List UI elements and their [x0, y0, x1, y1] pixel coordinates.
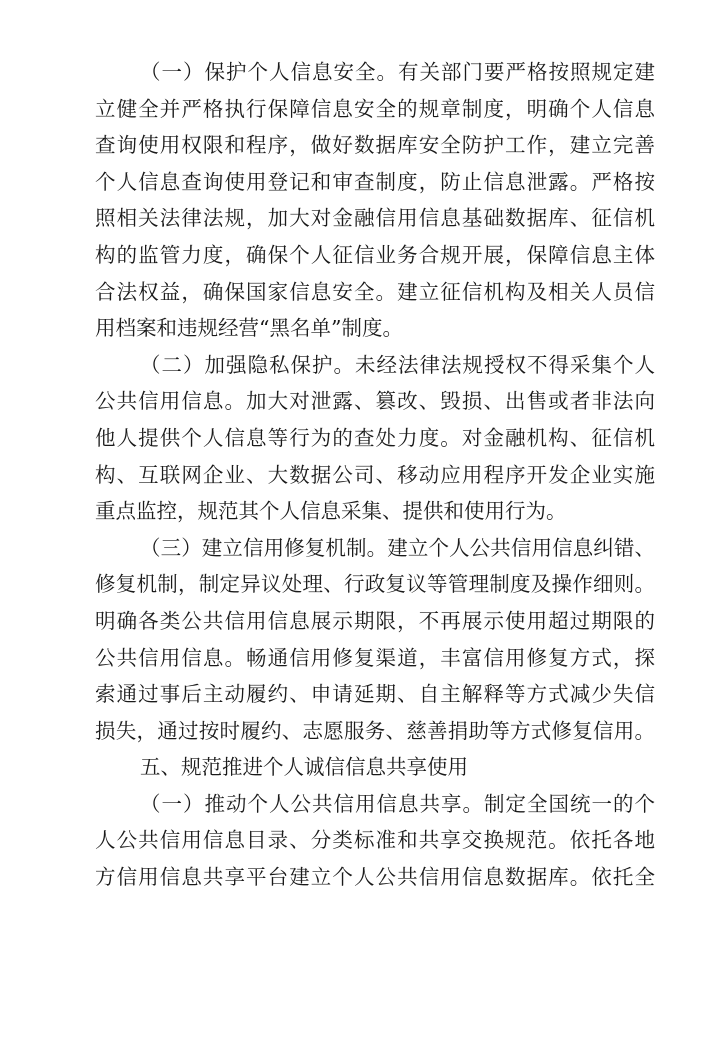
- text-line: 方信用信息共享平台建立个人公共信用信息数据库。依托全: [95, 865, 655, 890]
- document-body: [95, 54, 655, 896]
- text-line: 损失，通过按时履约、志愿服务、慈善捐助等方式修复信用。: [95, 718, 655, 743]
- text-line: 公共信用信息。加大对泄露、篡改、毁损、出售或者非法向: [95, 389, 655, 414]
- text-line: （二）加强隐私保护。未经法律法规授权不得采集个人: [140, 352, 655, 377]
- text-line: 重点监控，规范其个人信息采集、提供和使用行为。: [95, 499, 567, 524]
- text-line: 立健全并严格执行保障信息安全的规章制度，明确个人信息: [95, 96, 655, 121]
- text-line: 用档案和违规经营“黑名单”制度。: [95, 316, 403, 341]
- text-line: 构的监管力度，确保个人征信业务合规开展，保障信息主体: [95, 242, 655, 267]
- text-line: （一）推动个人公共信用信息共享。制定全国统一的个: [140, 791, 655, 816]
- text-line: 他人提供个人信息等行为的查处力度。对金融机构、征信机: [95, 425, 655, 450]
- text-line: 五、规范推进个人诚信信息共享使用: [140, 755, 468, 780]
- text-line: 合法权益，确保国家信息安全。建立征信机构及相关人员信: [95, 279, 655, 304]
- text-line: 人公共信用信息目录、分类标准和共享交换规范。依托各地: [95, 828, 655, 853]
- text-line: 索通过事后主动履约、申请延期、自主解释等方式减少失信: [95, 682, 655, 707]
- text-line: 照相关法律法规，加大对金融信用信息基础数据库、征信机: [95, 206, 655, 231]
- text-line: 构、互联网企业、大数据公司、移动应用程序开发企业实施: [95, 462, 655, 487]
- text-line: 修复机制，制定异议处理、行政复议等管理制度及操作细则。: [95, 572, 655, 597]
- text-line: 查询使用权限和程序，做好数据库安全防护工作，建立完善: [95, 133, 655, 158]
- text-line: （三）建立信用修复机制。建立个人公共信用信息纠错、: [140, 535, 655, 560]
- text-line: 个人信息查询使用登记和审查制度，防止信息泄露。严格按: [95, 169, 655, 194]
- text-line: 明确各类公共信用信息展示期限，不再展示使用超过期限的: [95, 608, 655, 633]
- text-line: 公共信用信息。畅通信用修复渠道，丰富信用修复方式，探: [95, 645, 655, 670]
- text-line: （一）保护个人信息安全。有关部门要严格按照规定建: [140, 60, 655, 84]
